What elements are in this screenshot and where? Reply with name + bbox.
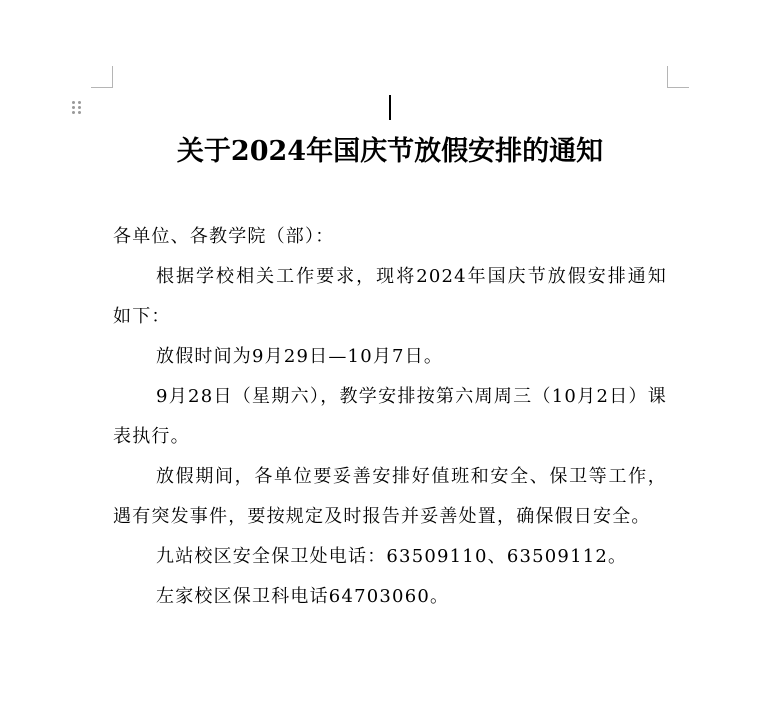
paragraph-jiuzhan-phone: 九站校区安全保卫处电话：63509110、63509112。 [156, 546, 628, 567]
paragraph-intro: 根据学校相关工作要求，现将2024年国庆节放假安排通知如下： [113, 266, 667, 327]
paragraph-safety-duties: 放假期间，各单位要妥善安排好值班和安全、保卫等工作，遇有突发事件，要按规定及时报告并妥善处置，确保假日安全。 [113, 466, 667, 527]
margin-corner-marker-left [91, 66, 113, 88]
paragraph-makeup-schedule: 9月28日（星期六），教学安排按第六周周三（10月2日）课表执行。 [113, 386, 667, 447]
document-title: 关于2024年国庆节放假安排的通知 [176, 136, 604, 167]
paragraph-drag-handle-icon[interactable] [72, 101, 82, 115]
paragraph-holiday-period: 放假时间为9月29日—10月7日。 [156, 346, 444, 367]
margin-corner-marker-right [667, 66, 689, 88]
text-cursor [389, 95, 391, 120]
document-body [113, 217, 667, 617]
salutation: 各单位、各教学院（部）： [113, 226, 335, 247]
paragraph-zuojia-phone: 左家校区保卫科电话64703060。 [156, 586, 450, 607]
